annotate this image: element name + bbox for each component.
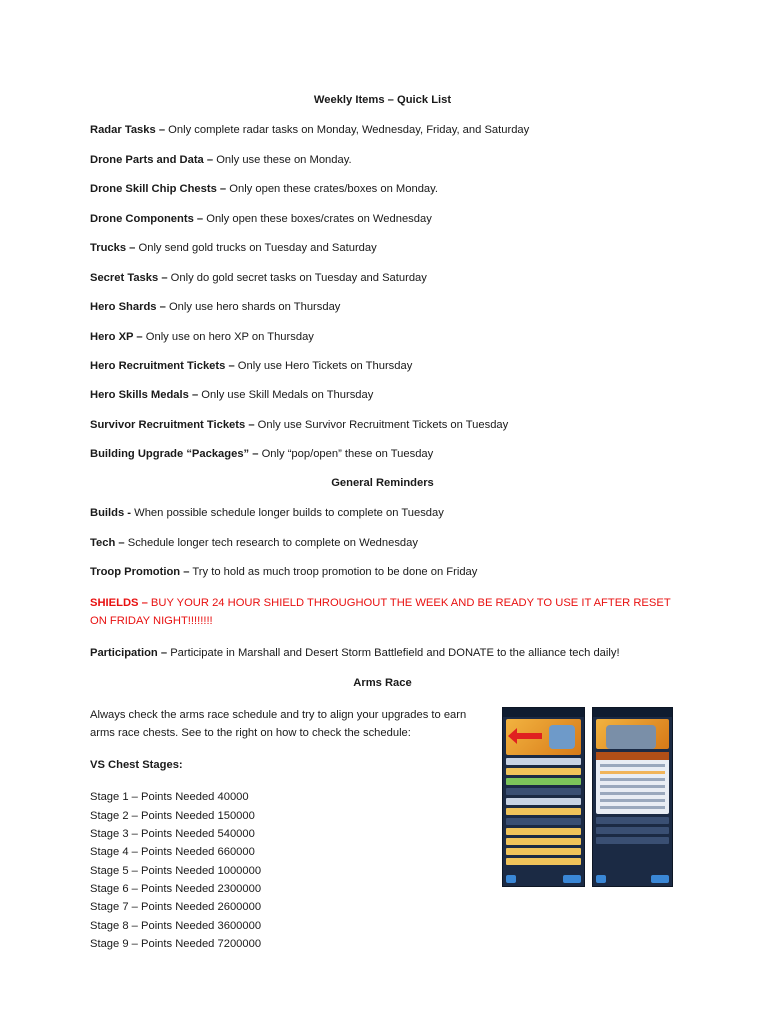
item-label: Drone Parts and Data – <box>90 153 214 166</box>
stage-item: Stage 8 – Points Needed 3600000 <box>90 919 262 932</box>
list-item <box>90 301 675 314</box>
list-item <box>90 389 675 402</box>
item-label: Hero Skills Medals – <box>90 389 199 402</box>
item-text: Try to hold as much troop promotion to be done on Friday <box>189 566 478 578</box>
list-item <box>90 213 675 226</box>
item-text: Only open these boxes/crates on Wednesday <box>203 212 432 225</box>
vs-stages-list <box>90 788 675 953</box>
item-text: Only do gold secret tasks on Tuesday and Saturday <box>167 271 427 284</box>
shields-warning <box>90 595 675 631</box>
item-text: Only use on hero XP on Thursday <box>142 330 314 343</box>
red-arrow-icon <box>516 733 542 739</box>
stage-item: Stage 1 – Points Needed 40000 <box>90 791 249 804</box>
list-item <box>90 183 675 196</box>
list-item <box>90 507 675 520</box>
item-label: Hero XP – <box>90 330 143 343</box>
participation-text: Participate in Marshall and Desert Storm Battlefield and DONATE to the alliance tech daily! <box>167 647 620 660</box>
list-item <box>90 331 675 344</box>
item-label: Builds - <box>90 507 132 520</box>
item-label: Drone Components – <box>90 212 204 225</box>
stage-item: Stage 6 – Points Needed 2300000 <box>90 882 262 895</box>
document-page <box>90 94 675 953</box>
arms-race-screenshot-image <box>502 707 585 887</box>
item-text: Only open these crates/boxes on Monday. <box>226 183 439 196</box>
item-text: Schedule longer tech research to complete on Wednesday <box>124 536 418 549</box>
stage-item: Stage 2 – Points Needed 150000 <box>90 809 255 822</box>
stage-item: Stage 3 – Points Needed 540000 <box>90 828 255 841</box>
item-label: Drone Skill Chip Chests – <box>90 183 227 196</box>
list-item <box>90 537 675 550</box>
item-text: Only use Skill Medals on Thursday <box>198 389 374 402</box>
item-label: Hero Shards – <box>90 301 166 314</box>
list-item <box>90 242 675 255</box>
item-label: Tech – <box>90 536 125 549</box>
general-reminders-heading: General Reminders <box>331 476 434 489</box>
item-text: Only use these on Monday. <box>213 153 352 166</box>
item-label: Troop Promotion – <box>90 566 190 578</box>
vs-chest-heading: VS Chest Stages: <box>90 759 183 771</box>
item-label: Secret Tasks – <box>90 271 168 284</box>
arms-race-section <box>90 707 675 953</box>
weekly-items-list <box>90 124 675 461</box>
participation-label: Participation – <box>90 647 168 660</box>
list-item <box>90 124 675 137</box>
shields-text: BUY YOUR 24 HOUR SHIELD THROUGHOUT THE WEEK AND BE READY TO USE IT AFTER RESET ON FRIDAY NIGHT!!!!!!!! <box>90 597 671 628</box>
list-item <box>90 566 675 579</box>
item-text: Only “pop/open” these on Tuesday <box>258 448 434 461</box>
item-label: Trucks – <box>90 242 136 255</box>
stage-item: Stage 5 – Points Needed 1000000 <box>90 864 262 877</box>
item-label: Hero Recruitment Tickets – <box>90 359 235 372</box>
arms-race-schedule-screenshot-image <box>592 707 673 887</box>
stage-item: Stage 7 – Points Needed 2600000 <box>90 901 262 914</box>
item-text: Only use Survivor Recruitment Tickets on Tuesday <box>254 418 509 431</box>
participation-item <box>90 647 675 660</box>
list-item <box>90 154 675 167</box>
reminders-list <box>90 507 675 661</box>
item-text: Only send gold trucks on Tuesday and Saturday <box>135 242 377 255</box>
item-text: Only use hero shards on Thursday <box>165 301 341 314</box>
item-text: Only use Hero Tickets on Thursday <box>234 359 413 372</box>
list-item <box>90 448 675 461</box>
item-label: Building Upgrade “Packages” – <box>90 448 259 461</box>
stage-item: Stage 9 – Points Needed 7200000 <box>90 937 262 950</box>
item-text: When possible schedule longer builds to complete on Tuesday <box>131 507 444 520</box>
list-item <box>90 360 675 373</box>
arms-race-heading: Arms Race <box>353 676 412 689</box>
item-label: Survivor Recruitment Tickets – <box>90 418 255 431</box>
stage-item: Stage 4 – Points Needed 660000 <box>90 846 255 859</box>
list-item <box>90 272 675 285</box>
list-item <box>90 419 675 432</box>
item-label: Radar Tasks – <box>90 124 166 137</box>
arms-race-intro: Always check the arms race schedule and try to align your upgrades to earn arms race chests. See to the right on how to check the schedule: <box>90 709 467 740</box>
page-title: Weekly Items – Quick List <box>313 94 452 106</box>
shields-label: SHIELDS – <box>90 597 148 610</box>
item-text: Only complete radar tasks on Monday, Wednesday, Friday, and Saturday <box>165 124 530 137</box>
